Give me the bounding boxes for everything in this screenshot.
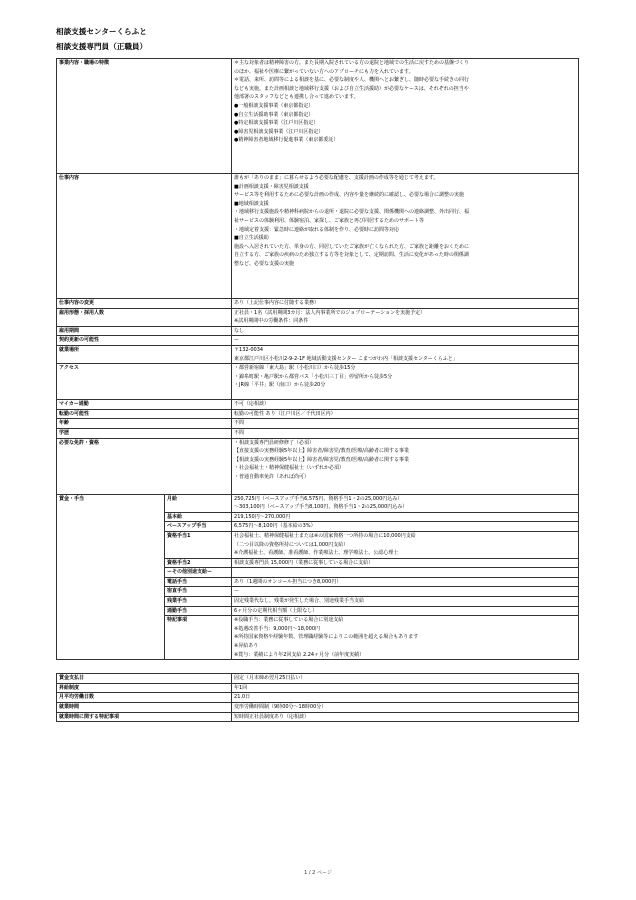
page-number: 1 / 2 ページ	[304, 870, 332, 876]
line: ・地域定着支援：緊急時に連絡が取れる体制を作り、必要時に訪問等対応	[234, 226, 400, 233]
line: ～303,100円（ベースアップ手当8,100円、資格手当1・2の25,000円込み）	[234, 504, 408, 511]
label-car: マイカー通勤	[57, 400, 232, 410]
label-wage: 賃金・手当	[57, 494, 165, 660]
sub-value: 6ヶ月分の定期代相当額（上限なし）	[232, 606, 579, 616]
line: サービス等を利用するために必要な計画の作成、内容や量を継続的に確認し、必要な場合に調整の実施	[234, 192, 465, 199]
line: ・普通自動車免許（あれば尚可）	[234, 473, 310, 480]
label-place: 就業場所	[57, 345, 232, 363]
sub-label: 通勤手当	[165, 606, 232, 616]
line: ＊主な対象者は精神障害の方。また長期入院されている方の退院と地域での生活に戻すための基盤づくり	[234, 60, 470, 66]
row-monthly-days	[57, 693, 579, 703]
line: ■自立生活援助	[234, 235, 269, 242]
line: ※賞与：業績により年2回支給 2.24ヶ月分（前年度実績）	[234, 651, 365, 658]
value-transfer: 転勤の可能性 あり（江戸川区／千代田区内）	[232, 409, 579, 419]
sub-value: 相談支援専門員 15,000円（業務に従事している場合に支給）	[232, 558, 579, 568]
line: 東京都江戸川区小松川2-9-2-1F 地域活動支援センター こまつがわ内「相談支援センターくらふと」	[234, 355, 458, 362]
sub-value	[232, 531, 579, 558]
value-age: 不問	[232, 419, 579, 429]
line: のほか、福祉や医療に繋がっていない方へのアプローチにも力を入れています。	[234, 68, 414, 75]
line: ・錦糸町駅・亀戸駅から都営バス「小松川三丁目」停留所から徒歩5分	[234, 373, 393, 380]
line: 祉サービスの体験利用、体験宿泊、家探し、ご家族と再び同居するためのサポート等	[234, 217, 425, 224]
sub-value	[232, 494, 579, 512]
row-job	[57, 174, 579, 299]
spacer	[57, 660, 579, 674]
line: 自立する方、ご家族の疾病のため独立する方等を対象として、定期訪問、生活に変化があった時の関係調	[234, 252, 469, 259]
sub-label: ーその他別途支給ー	[165, 568, 232, 578]
sub-label: 資格手当1	[165, 531, 232, 558]
label-renew: 契約更新の可能性	[57, 336, 232, 346]
value-change: あり（上記仕事内容に付随する業務）	[232, 299, 579, 309]
row-business	[57, 59, 579, 174]
line: ※処遇改善手当：9,000円～18,000円	[234, 625, 321, 632]
sub-label: 電話手当	[165, 577, 232, 587]
label-employ: 雇用形態・採用人数	[57, 308, 232, 326]
line: 施設へ入居されていた方、単身の方、同居していたご家族が亡くなられた方、ご家族と距離をおくために	[234, 243, 470, 250]
value-employ	[232, 308, 579, 326]
label-transfer: 転勤の可能性	[57, 409, 232, 419]
sub-label: 月給	[165, 494, 232, 512]
value-renew: ー	[232, 336, 579, 346]
row-change	[57, 299, 579, 309]
line: ※役職手当：業務に従事している場合に別途支給	[234, 617, 344, 624]
sub-label: 特記事項	[165, 616, 232, 660]
value-job	[232, 174, 579, 299]
value-monthly-days: 21.0日	[232, 693, 579, 703]
label-period: 雇用期間	[57, 326, 232, 336]
row-place	[57, 345, 579, 363]
label-license: 必要な免許・資格	[57, 438, 232, 494]
sub-value: 固定残業代なし。残業が発生した場合、別途残業手当支給	[232, 597, 579, 607]
line: 【相談支援の実務経験5年以上】障害者/障害児/教育/医療/高齢者に関する事業	[234, 456, 409, 463]
sub-label: 残業手当	[165, 597, 232, 607]
line: 他部署のスタッフなどとも連携し合って進めています。	[234, 94, 359, 101]
line: 社会福祉士、精神保健福祉士または※の国家資格一つ所持の場合に10,000円支給	[234, 532, 416, 539]
line: ●精神障害者地域移行促進事業（東京都委託）	[234, 137, 339, 144]
row-hours-note	[57, 712, 579, 722]
line: 250,725円（ベースアップ手当6,575円、資格手当1・2の25,000円込み）	[234, 495, 403, 502]
line: ・社会福祉士・精神保健福祉士（いずれか必須）	[234, 465, 345, 472]
row-license	[57, 438, 579, 494]
job-detail-table	[56, 58, 579, 722]
row-hours	[57, 703, 579, 713]
value-hours: 変形労働時間制（9時00分～18時00分）	[232, 703, 579, 713]
line: ※試用期間中の労働条件：同条件	[234, 318, 309, 325]
label-payday: 賃金支払日	[57, 674, 232, 684]
row-raise	[57, 683, 579, 693]
row-age	[57, 419, 579, 429]
line: ・地域移行支援施設や精神科病院からの退所・退院に必要な支援、関係機関への連絡調整、外出同行、福	[234, 209, 470, 216]
sub-value	[232, 568, 579, 578]
row-wage-monthly	[57, 494, 579, 512]
value-raise: 年1回	[232, 683, 579, 693]
line: ※介護福祉士、看護師、准看護師、作業療法士、理学療法士、公認心理士	[234, 550, 399, 557]
value-period: なし	[232, 326, 579, 336]
line: （二つ目以降の資格所持については1,000円支給）	[234, 541, 349, 548]
label-change: 仕事内容の変更	[57, 299, 232, 309]
line: ＊電話、来所、訪問等による相談を基に、必要な制度や人、機関へとお繋ぎし、随時必要な手続きの同行	[234, 77, 470, 84]
value-license	[232, 438, 579, 494]
line: ※昇給あり	[234, 643, 259, 650]
line: 正社員・1名（試用期間3カ月：法人内事業所でのジョブローテーションを実施予定）	[234, 309, 426, 316]
value-access	[232, 364, 579, 400]
label-job: 仕事内容	[57, 174, 232, 299]
row-transfer	[57, 409, 579, 419]
line: なども実施。また計画相談と地域移行支援（および自立生活援助）が必要なケースは、それぞれの担当や	[234, 85, 469, 92]
value-car: 不可（応相談）	[232, 400, 579, 410]
sub-value	[232, 616, 579, 660]
line: ・JR線「平井」駅（南口）から徒歩20分	[234, 382, 326, 389]
line: ●一般相談支援事業（東京都指定）	[234, 102, 314, 109]
row-payday	[57, 674, 579, 684]
row-period	[57, 326, 579, 336]
label-hours-note: 就業時間に関する特記事項	[57, 712, 232, 722]
sub-value: あり（1週間のオンコール担当につき8,000円）	[232, 577, 579, 587]
value-edu: 不問	[232, 428, 579, 438]
value-payday: 固定（月末締め翌月25日払い）	[232, 674, 579, 684]
line: 【直接支援の実務経験5年以上】障害者/障害児/教育/医療/高齢者に関する事業	[234, 448, 409, 455]
sub-label: 基本給	[165, 512, 232, 522]
line: ●障害児相談支援事業（江戸川区指定）	[234, 128, 324, 135]
label-access: アクセス	[57, 364, 232, 400]
value-business	[232, 59, 579, 174]
spacer-cell	[57, 660, 579, 674]
row-car	[57, 400, 579, 410]
line: ・相談支援専門員研修修了（必須）	[234, 439, 315, 446]
row-employ	[57, 308, 579, 326]
line: 誰もが「ありのまま」に暮らせるよう必要な配慮を、支援計画の作成等を通じて考えます。	[234, 175, 439, 181]
sub-value: 219,150円～270,000円	[232, 512, 579, 522]
sub-value: ー	[232, 587, 579, 597]
org-name: 相談支援センターくらふと	[56, 27, 147, 36]
line: 整など、必要な支援の実施	[234, 260, 295, 267]
line: 〒132-0034	[234, 346, 264, 353]
sub-value: 6,575円～8,100円（基本給の3%）	[232, 522, 579, 532]
sub-label: 宿直手当	[165, 587, 232, 597]
sub-label: ベースアップ手当	[165, 522, 232, 532]
label-raise: 昇給制度	[57, 683, 232, 693]
value-place	[232, 345, 579, 363]
label-monthly-days: 月平均労働日数	[57, 693, 232, 703]
label-business: 事業内容・職場の特徴	[57, 59, 232, 174]
label-hours: 就業時間	[57, 703, 232, 713]
job-title: 相談支援専門員（正職員）	[56, 42, 148, 51]
line: ●特定相談支援事業（江戸川区指定）	[234, 120, 319, 127]
row-renew	[57, 336, 579, 346]
row-edu	[57, 428, 579, 438]
line: ・都営新宿線「東大島」駅（小松川口）から徒歩15分	[234, 365, 356, 372]
value-hours-note: 短時間正社員制度あり（応相談）	[232, 712, 579, 722]
line: ●自立生活援助事業（東京都指定）	[234, 111, 314, 118]
label-edu: 学歴	[57, 428, 232, 438]
row-access	[57, 364, 579, 400]
line: ※所持国家資格や経験年数、管理職経験等によりこの範囲を超える場合もあります	[234, 634, 419, 641]
label-age: 年齢	[57, 419, 232, 429]
line: ■地域相談支援	[234, 200, 269, 207]
sub-label: 資格手当2	[165, 558, 232, 568]
line: ■計画相談支援・障害児相談支援	[234, 183, 309, 190]
